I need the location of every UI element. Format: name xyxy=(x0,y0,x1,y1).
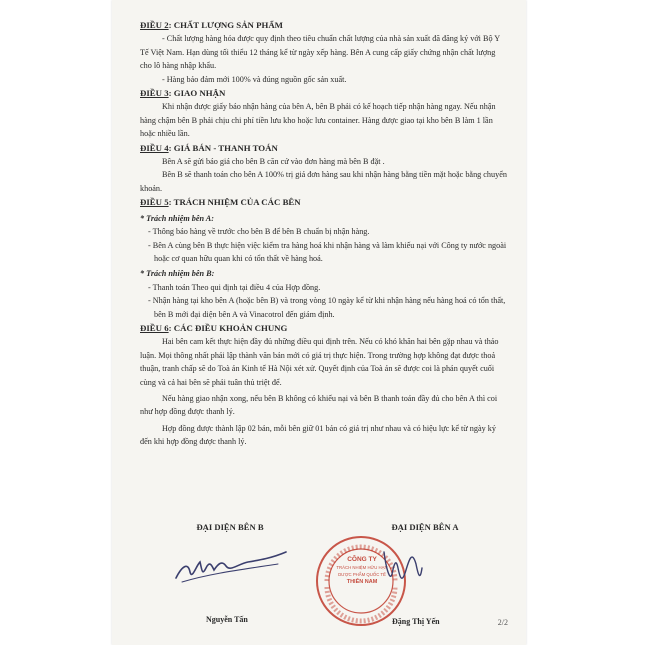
seal-line-4: THIÊN NAM xyxy=(346,578,378,585)
party-b-representative-title: ĐẠI DIỆN BÊN B xyxy=(196,522,264,532)
article-6-title: : CÁC ĐIỀU KHOẢN CHUNG xyxy=(168,322,288,333)
party-a-signature xyxy=(376,534,436,604)
signature-block xyxy=(140,522,508,632)
party-a-duty-2: - Bên A cùng bên B thực hiện việc kiểm tra hàng hoá khi nhận hàng và làm khiếu nại với Công ty nước ngoài hoặc cơ quan hữu quan khi có tổn thất về hàng hoá. xyxy=(148,240,507,263)
party-a-duty-1: - Thông báo hàng về trước cho bên B để bên B chuẩn bị nhận hàng. xyxy=(148,227,370,237)
article-4-paragraph-1: Bên A sẽ gửi báo giá cho bên B căn cứ vào đơn hàng mà bên B đặt . xyxy=(162,157,385,167)
seal-line-1: CÔNG TY xyxy=(347,556,377,563)
party-b-duty-2: - Nhận hàng tại kho bên A (hoặc bên B) và trong vòng 10 ngày kể từ khi nhận hàng nếu hàng hoá có tổn thất, bên B mới đại diện bên A và Vinacotrol đến giám định. xyxy=(148,296,506,319)
article-4-title: : GIÁ BÁN - THANH TOÁN xyxy=(168,142,278,153)
article-6-label: ĐIỀU 6 xyxy=(140,322,169,333)
party-a-duties-heading: * Trách nhiệm bên A: xyxy=(140,213,214,223)
party-b-duty-1: - Thanh toán Theo qui định tại điều 4 của Hợp đồng. xyxy=(148,282,321,292)
contract-body xyxy=(140,18,508,449)
article-6-paragraph-3: Hợp đồng được thành lập 02 bản, mỗi bên giữ 01 bản có giá trị như nhau và có hiệu lực kể từ ngày ký đến khi hợp đồng được thanh lý. xyxy=(140,423,496,447)
article-5-heading xyxy=(140,196,508,209)
article-3-heading xyxy=(140,87,508,100)
party-a-signatory-name: Đặng Thị Yến xyxy=(392,617,440,626)
seal-line-2: TRÁCH NHIỆM HỮU HẠN xyxy=(336,564,388,570)
article-2-title: : CHẤT LƯỢNG SẢN PHẨM xyxy=(168,20,283,30)
party-a-representative-title: ĐẠI DIỆN BÊN A xyxy=(391,522,459,532)
party-b-signature-block xyxy=(170,522,290,532)
article-5-title: : TRÁCH NHIỆM CỦA CÁC BÊN xyxy=(168,197,301,208)
article-2-line-1: - Chất lượng hàng hóa được quy định theo tiêu chuẩn chất lượng của nhà sản xuất đã đăng ký với Bộ Y Tế Việt Nam. Hạn dùng tối thiểu 12 tháng kể từ ngày xếp hàng. Bên A cung cấp giấy chứng nhận chất lượng cho lô hàng nhập khẩu. xyxy=(140,34,500,71)
article-2-label: ĐIỀU 2 xyxy=(140,20,169,30)
article-3-title: : GIAO NHẬN xyxy=(168,88,226,99)
article-4-paragraph-2: Bên B sẽ thanh toán cho bên A 100% trị giá đơn hàng sau khi nhận hàng bằng tiền mặt hoặc bằng chuyển khoản. xyxy=(140,170,507,193)
article-3-label: ĐIỀU 3 xyxy=(140,88,169,99)
article-6-paragraph-2: Nếu hàng giao nhận xong, nếu bên B không có khiếu nại và bên B thanh toán đầy đủ cho bên A thì coi như hợp đồng được thanh lý. xyxy=(140,393,498,417)
article-6-heading xyxy=(140,322,508,335)
article-4-label: ĐIỀU 4 xyxy=(140,142,169,153)
party-a-signature-block xyxy=(355,522,495,532)
party-b-duties-heading: * Trách nhiệm bên B: xyxy=(140,269,215,279)
document-page xyxy=(112,0,526,645)
seal-line-3: DƯỢC PHẨM QUỐC TẾ xyxy=(338,572,386,577)
page-number: 2/2 xyxy=(497,618,508,627)
party-b-signatory-name: Nguyễn Tấn xyxy=(206,615,248,624)
party-b-signature xyxy=(168,536,308,596)
article-2-heading xyxy=(140,19,508,32)
article-6-paragraph-1: Hai bên cam kết thực hiện đầy đủ những điều qui định trên. Nếu có khó khăn hai bên gặp nhau và thảo luận. Mọi thông nhất phải lập thành văn bản mới có giá trị thực hiện. Trong trường hợp không đạt được thoả thuận, tranh chấp sẽ do Toà án Kinh tế Hà Nội xét xử. Quyết định của Toà án sẽ được coi là phán quyết cuối cùng và cả hai bên sẽ phải tuân thủ triệt để. xyxy=(140,337,499,387)
article-5-label: ĐIỀU 5 xyxy=(140,197,169,208)
article-4-heading xyxy=(140,142,508,155)
article-3-text: Khi nhận được giấy báo nhận hàng của bên A, bên B phải có kế hoạch tiếp nhận hàng ngay. Nếu nhận hàng chậm bên B phải chịu chi phí tiền lưu kho hoặc lưu container. Hàng được giao tại kho bên B làm 1 lần hoặc nhiều lần. xyxy=(140,102,496,139)
article-2-line-2: - Hàng bảo đảm mới 100% và đúng nguồn gốc sản xuất. xyxy=(162,74,347,84)
